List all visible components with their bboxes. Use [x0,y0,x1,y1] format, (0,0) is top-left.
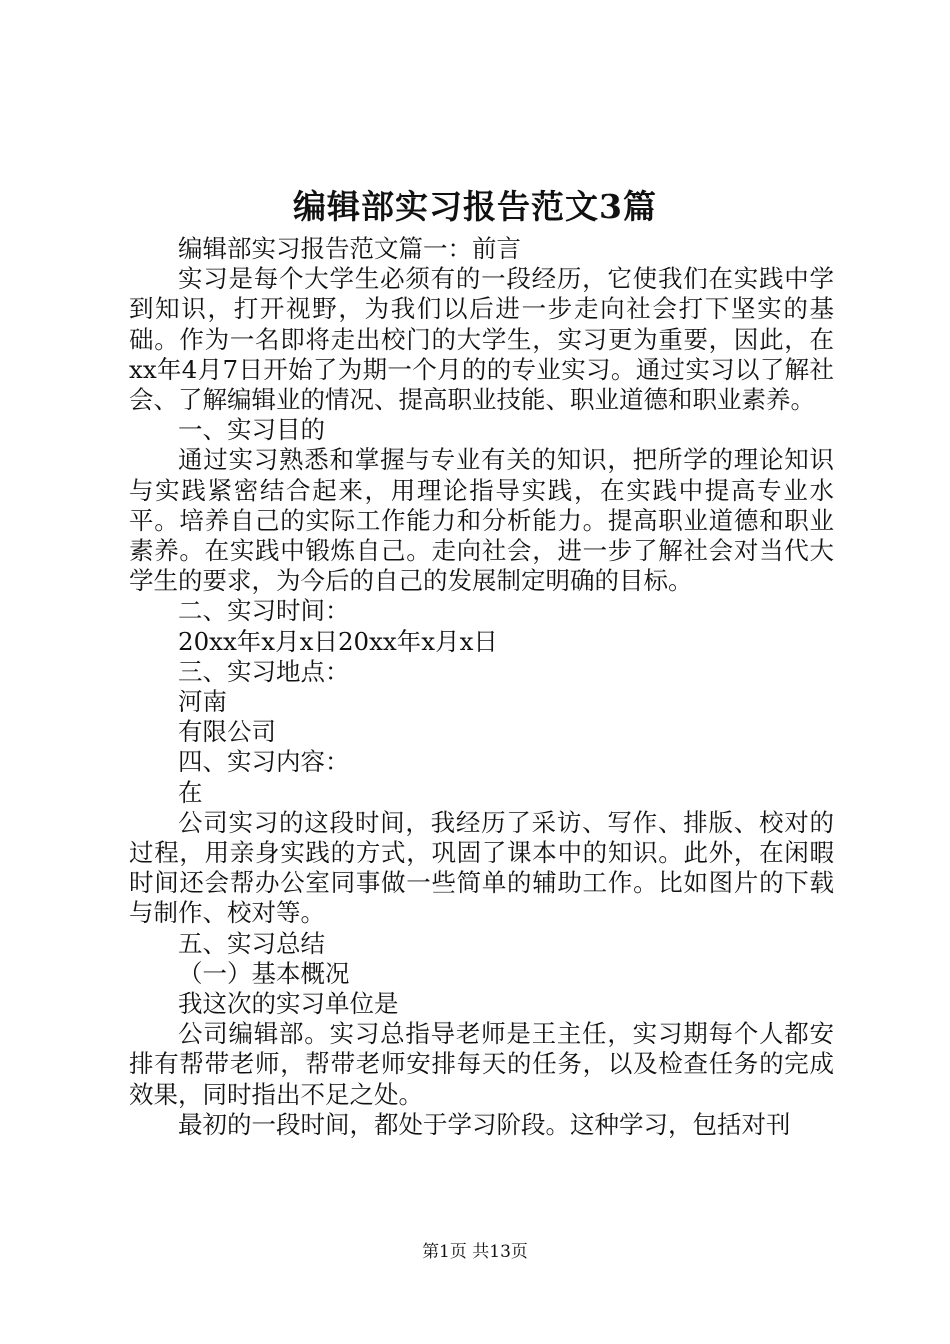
paragraph-purpose: 通过实习熟悉和掌握与专业有关的知识，把所学的理论知识与实践紧密结合起来，用理论指导实践，在实践中提高专业水平。培养自己的实际工作能力和分析能力。提高职业道德和职业素养。在实践中锻炼自己。走向社会，进一步了解社会对当代大学生的要求，为今后的自己的发展制定明确的目标。 [129,445,834,596]
paragraph-intro: 实习是每个大学生必须有的一段经历，它使我们在实践中学到知识，打开视野，为我们以后进一步走向社会打下坚实的基础。作为一名即将走出校门的大学生，实习更为重要，因此，在xx年4月7日开始了为期一个月的的专业实习。通过实习以了解社会、了解编辑业的情况、提高职业技能、职业道德和职业素养。 [129,264,834,415]
paragraph-location-province: 河南 [178,687,227,717]
paragraph-content-lead: 在 [178,777,203,807]
paragraph-content: 公司实习的这段时间，我经历了采访、写作、排版、校对的过程，用亲身实践的方式，巩固了课本中的知识。此外，在闲暇时间还会帮办公室同事做一些简单的辅助工作。比如图片的下载与制作、校对等。 [129,807,834,928]
section-heading-purpose: 一、实习目的 [178,415,325,445]
section-heading-content: 四、实习内容： [178,747,350,777]
section-heading-time: 二、实习时间： [178,596,350,626]
paragraph-initial-stage: 最初的一段时间，都处于学习阶段。这种学习，包括对刊 [178,1109,791,1139]
page-footer: 第1页 共13页 [422,1242,528,1262]
paragraph-unit: 公司编辑部。实习总指导老师是王主任，实习期每个人都安排有帮带老师，帮带老师安排每天的任务，以及检查任务的完成效果，同时指出不足之处。 [129,1019,834,1109]
document-body [129,234,834,1140]
document-title: 编辑部实习报告范文3篇 [293,187,657,226]
paragraph-unit-lead: 我这次的实习单位是 [178,989,399,1019]
section-heading-location: 三、实习地点： [178,656,350,686]
paragraph-time: 20xx年x月x日20xx年x月x日 [178,626,498,656]
section-heading-preface: 编辑部实习报告范文篇一：前言 [178,234,521,263]
paragraph-location-company: 有限公司 [178,717,276,747]
subsection-heading-overview: （一）基本概况 [178,958,350,988]
section-heading-summary: 五、实习总结 [178,928,325,958]
